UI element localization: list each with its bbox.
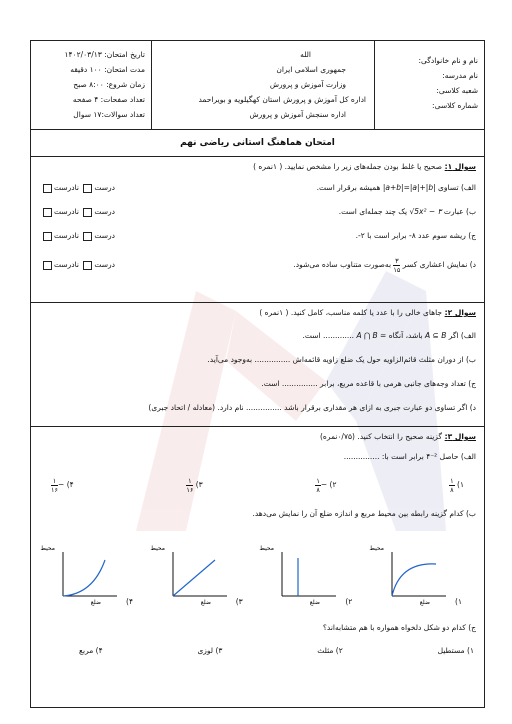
fraction: $\frac{۱}{۸}$ — [450, 476, 454, 494]
option-3[interactable]: ۳) لوزی — [197, 646, 223, 655]
svg-text:ضلع: ضلع — [90, 599, 102, 606]
fraction: $\frac{۱}{۱۶}$ — [186, 476, 194, 494]
graph-linear — [150, 542, 233, 606]
question-3 — [31, 427, 484, 709]
fraction: $\frac{۳}{۱۵}$ — [393, 256, 401, 274]
true-checkbox[interactable] — [83, 261, 92, 270]
graph-option-3[interactable]: ۳) محیط ضلع — [163, 542, 243, 606]
exam-page — [30, 40, 485, 708]
graph-saturating-curve — [369, 542, 452, 606]
student-name-label: نام و نام خانوادگی: — [418, 56, 478, 65]
q1-item-d: د) نمایش اعشاری کسر $\frac{۳}{۱۵}$ به‌صورت متناوب ساده می‌شود. درست نادرست — [39, 248, 476, 282]
question-3-header: سوال ۳: گزینه صحیح را انتخاب کنید. (۰/۷۵نمره) — [319, 432, 476, 441]
svg-text:محیط: محیط — [150, 545, 165, 552]
option-4[interactable]: ۴) − $\frac{۱}{۱۶}$ — [51, 476, 74, 494]
svg-text:ضلع: ضلع — [200, 599, 211, 606]
school-name-label: نام مدرسه: — [442, 71, 478, 80]
true-checkbox[interactable] — [83, 184, 92, 193]
true-false-choice: درست نادرست — [41, 248, 115, 282]
question-1-header: سوال ۱: صحیح یا غلط بودن جمله‌های زیر را مشخص نمایید. ( ۱نمره ) — [253, 162, 476, 171]
q3-a-options — [39, 466, 476, 504]
exam-title: امتحان هماهنگ استانی ریاضی نهم — [31, 130, 484, 157]
header-line: وزارت آموزش و پرورش — [269, 80, 346, 89]
question-2 — [31, 303, 484, 427]
class-section-label: شعبه کلاسی: — [436, 86, 478, 95]
header-line: الله — [300, 50, 311, 59]
fraction: $\frac{۱}{۱۶}$ — [51, 476, 59, 494]
svg-text:محیط: محیط — [40, 545, 56, 552]
question-2-header: سوال ۲: جاهای خالی را با عدد یا کلمه مناسب، کامل کنید. ( ۱نمره ) — [259, 308, 476, 317]
graph-option-1[interactable]: ۱) محیط ضلع — [382, 542, 462, 606]
svg-text:ضلع: ضلع — [310, 599, 321, 606]
graph-vertical-line — [259, 542, 342, 606]
false-checkbox[interactable] — [43, 208, 52, 217]
true-false-choice: درست نادرست — [41, 200, 115, 224]
graph-option-4[interactable]: ۴) محیط ضلع — [53, 542, 133, 606]
exam-header — [31, 41, 484, 130]
header-line: اداره کل آموزش و پرورش استان کهگیلویه و بویراحمد — [198, 95, 366, 104]
graph-parabola — [40, 542, 123, 606]
q2-item-c: ج) تعداد وجه‌های جانبی هرمی با قاعده مربع، برابر ............... است. — [261, 379, 476, 388]
exam-start-time: زمان شروع: ۸:۰۰ صبح — [73, 80, 145, 89]
exam-date: تاریخ امتحان: ۱۴۰۲/۰۳/۱۳ — [64, 50, 145, 59]
header-line: اداره سنجش آموزش و پرورش — [249, 110, 346, 119]
option-2[interactable]: ۲) مثلث — [317, 646, 343, 655]
exam-duration: مدت امتحان: ۱۰۰ دقیقه — [70, 65, 145, 74]
q2-item-a: الف) اگر A ⊆ B باشد، آنگاه A ⋂ B = ............. است. — [302, 331, 476, 340]
q2-item-b: ب) از دوران مثلث قائم‌الزاویه حول یک ضلع زاویه قائمه‌اش ............... به‌وجود می‌آید. — [207, 355, 476, 364]
q3-b-graph-options — [39, 524, 476, 606]
true-false-choice: درست نادرست — [41, 224, 115, 248]
true-checkbox[interactable] — [83, 208, 92, 217]
q3-item-b: ب) کدام گزینه رابطه بین محیط مربع و اندازه ضلع آن را نمایش می‌دهد. — [252, 509, 476, 518]
option-2[interactable]: ۲) − $\frac{۱}{۸}$ — [316, 476, 337, 494]
option-1[interactable]: ۱) مستطیل — [437, 646, 474, 655]
true-false-choice: درست نادرست — [41, 176, 115, 200]
option-4[interactable]: ۴) مربع — [79, 646, 103, 655]
exam-info — [31, 41, 151, 129]
svg-text:محیط: محیط — [369, 545, 385, 552]
page-count: تعداد صفحات: ۴ صفحه — [72, 95, 145, 104]
header-line: جمهوری اسلامی ایران — [276, 65, 346, 74]
q1-item-b: ب) عبارت √5x² − ۳ یک چند جمله‌ای است. درست نادرست — [39, 200, 476, 224]
option-1[interactable]: ۱) $\frac{۱}{۸}$ — [450, 476, 464, 494]
svg-text:ضلع: ضلع — [419, 599, 431, 606]
q3-item-a: الف) حاصل ۴⁻² برابر است با: ............... — [343, 452, 476, 461]
question-1 — [31, 157, 484, 303]
option-3[interactable]: ۳) $\frac{۱}{۱۶}$ — [186, 476, 203, 494]
false-checkbox[interactable] — [43, 232, 52, 241]
question-count: تعداد سوالات:۱۷ سوال — [73, 110, 145, 119]
graph-option-2[interactable]: ۲) محیط ضلع — [272, 542, 352, 606]
class-number-label: شماره کلاسی: — [432, 101, 478, 110]
false-checkbox[interactable] — [43, 184, 52, 193]
q3-item-c: ج) کدام دو شکل دلخواه همواره با هم متشابه‌اند؟ — [322, 623, 476, 632]
svg-text:محیط: محیط — [259, 545, 275, 552]
fraction: $\frac{۱}{۸}$ — [316, 476, 320, 494]
false-checkbox[interactable] — [43, 261, 52, 270]
student-info — [374, 41, 484, 129]
ministry-info — [151, 41, 374, 129]
q3-c-options — [39, 640, 476, 662]
q1-item-c: ج) ریشه سوم عدد ۸- برابر است با ۲-. درست نادرست — [39, 224, 476, 248]
true-checkbox[interactable] — [83, 232, 92, 241]
q2-item-d: د) اگر تساوی دو عبارت جبری به ازای هر مقداری برقرار باشد ............... نام دارد. (معادله / اتحاد جبری) — [148, 403, 476, 412]
q1-item-a: الف) تساوی |a+b|=|a|+|b| همیشه برقرار است. درست نادرست — [39, 176, 476, 200]
